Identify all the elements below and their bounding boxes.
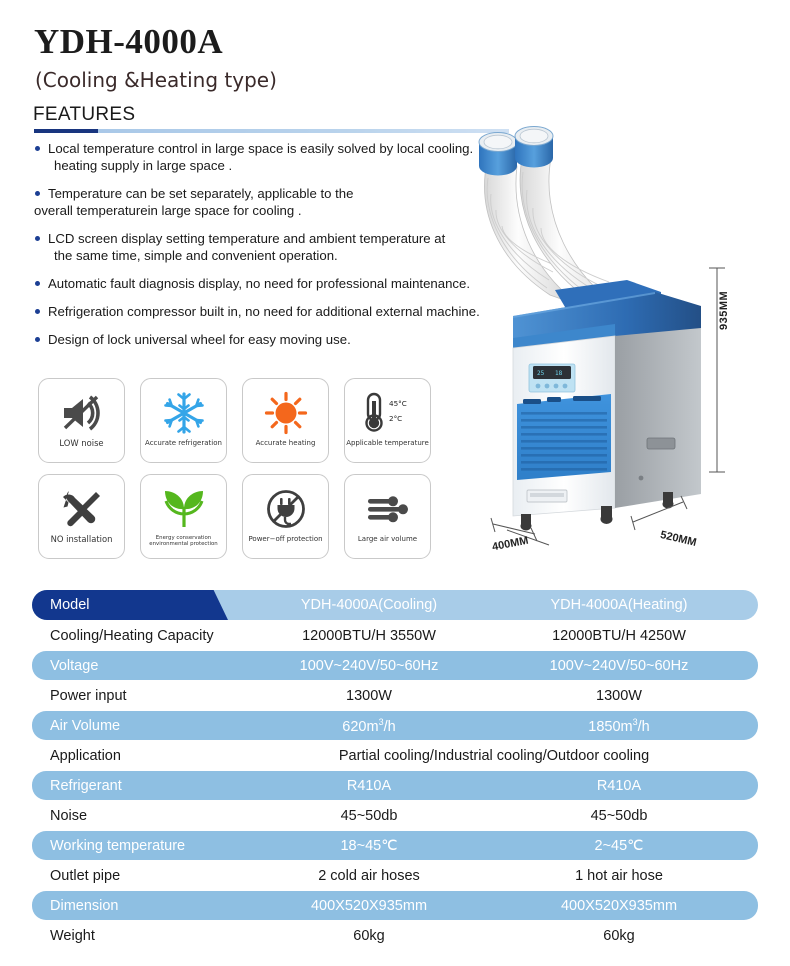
row-value-cooling: 2 cold air hoses: [318, 867, 420, 884]
feature-item: [34, 303, 504, 320]
badge-low-noise: [38, 378, 125, 463]
dimension-depth-label: 520MM: [659, 529, 698, 549]
feature-line-1: LCD screen display setting temperature and ambient temperature at: [48, 231, 446, 246]
features-heading: FEATURES: [33, 104, 136, 125]
wrench-screwdriver-icon: [39, 483, 124, 535]
dimension-width-label: 400MM: [491, 534, 530, 554]
row-value-cooling: 18~45℃: [340, 837, 398, 854]
table-row: [32, 801, 758, 830]
feature-item: [34, 140, 504, 174]
badge-label: LOW noise: [59, 438, 104, 448]
feature-line-2: overall temperaturein large space for cooling .: [34, 203, 302, 218]
row-value-cooling: 12000BTU/H 3550W: [302, 627, 436, 644]
sun-icon: [243, 387, 328, 439]
bullet-icon: [35, 281, 40, 286]
row-value-cooling: 1300W: [346, 687, 392, 704]
badge-energy-conservation: [140, 474, 227, 559]
row-label: Cooling/Heating Capacity: [50, 627, 214, 644]
bullet-icon: [35, 236, 40, 241]
row-value-heating: 60kg: [603, 927, 635, 944]
header-label: Model: [50, 597, 90, 613]
feature-item: [34, 331, 504, 348]
header-col-cooling: YDH-4000A(Cooling): [300, 597, 438, 613]
bullet-icon: [35, 146, 40, 151]
row-label: Power input: [50, 687, 127, 704]
svg-text:18: 18: [555, 370, 563, 377]
specification-table: [32, 590, 758, 951]
badge-row-1: [38, 378, 458, 463]
badge-label: Applicable temperature: [346, 439, 429, 447]
feature-line-1: Refrigeration compressor built in, no need for additional external machine.: [48, 304, 480, 319]
control-panel: [529, 364, 575, 392]
badge-applicable-temperature: [344, 378, 431, 463]
row-label: Application: [50, 747, 121, 764]
row-value-heating: 45~50db: [590, 807, 648, 824]
features-list: [34, 140, 504, 359]
badge-label: Energy conservation: [155, 535, 212, 541]
row-label: Dimension: [50, 897, 119, 914]
row-value-heating: $1850m^3/h$: [588, 716, 650, 735]
row-value-span: Partial cooling/Industrial cooling/Outdoor cooling: [338, 747, 650, 764]
feature-line-1: Local temperature control in large space is easily solved by local cooling.: [48, 141, 474, 156]
badge-accurate-refrigeration: [140, 378, 227, 463]
front-grille: [517, 394, 611, 480]
badge-label: Large air volume: [357, 535, 418, 543]
row-label: Weight: [50, 927, 95, 944]
badge-label: Power−off protection: [248, 535, 323, 543]
row-value-cooling: 100V~240V/50~60Hz: [299, 657, 439, 674]
feature-line-2: heating supply in large space .: [54, 158, 233, 173]
table-row: [32, 651, 758, 680]
eco-leaf-icon: [141, 483, 226, 535]
airflow-icon: [345, 483, 430, 535]
features-underline-dark: [34, 129, 98, 133]
badge-large-air-volume: [344, 474, 431, 559]
product-image: [455, 120, 775, 570]
table-header-row: [32, 590, 758, 620]
table-row: [32, 861, 758, 890]
row-value-heating: 2~45℃: [594, 837, 644, 854]
table-row: [32, 741, 758, 770]
feature-item: [34, 230, 504, 264]
table-row: [32, 831, 758, 860]
feature-line-1: Temperature can be set separately, applicable to the: [48, 186, 354, 201]
row-value-heating: R410A: [596, 777, 642, 794]
table-row: [32, 681, 758, 710]
thermometer-icon: [345, 387, 430, 439]
row-value-heating: 12000BTU/H 4250W: [552, 627, 686, 644]
row-value-cooling: $620m^3/h$: [342, 716, 396, 735]
feature-item: [34, 275, 504, 292]
badge-power-off-protection: [242, 474, 329, 559]
badge-label: NO installation: [50, 534, 113, 544]
row-label: Working temperature: [50, 837, 186, 854]
table-row: [32, 771, 758, 800]
temp-high-label: 45°C: [388, 399, 407, 408]
table-row: [32, 711, 758, 740]
row-value-cooling: R410A: [346, 777, 392, 794]
row-value-cooling: 400X520X935mm: [310, 897, 428, 914]
no-power-plug-icon: [243, 483, 328, 535]
row-value-cooling: 60kg: [353, 927, 385, 944]
row-value-heating: 400X520X935mm: [560, 897, 678, 914]
bullet-icon: [35, 309, 40, 314]
badge-label: Accurate heating: [255, 439, 316, 447]
row-value-heating: 1 hot air hose: [575, 867, 663, 884]
table-row: [32, 891, 758, 920]
temp-low-label: 2°C: [388, 414, 402, 423]
badge-row-2: [38, 474, 458, 559]
page-subtitle: (Cooling &Heating type): [35, 68, 277, 92]
svg-text:25: 25: [537, 370, 545, 377]
feature-line-2: the same time, simple and convenient operation.: [54, 248, 338, 263]
row-value-heating: 100V~240V/50~60Hz: [549, 657, 689, 674]
bullet-icon: [35, 191, 40, 196]
feature-badges: [38, 378, 458, 570]
badge-label: Accurate refrigeration: [145, 439, 222, 447]
row-label: Outlet pipe: [50, 867, 121, 884]
feature-line-1: Automatic fault diagnosis display, no need for professional maintenance.: [48, 276, 471, 291]
row-value-cooling: 45~50db: [340, 807, 398, 824]
row-label: Noise: [50, 807, 88, 824]
badge-label-line2: environmental protection: [149, 541, 218, 548]
table-row: [32, 621, 758, 650]
features-underline-light: [98, 129, 509, 133]
row-label: Voltage: [50, 657, 99, 674]
feature-line-1: Design of lock universal wheel for easy moving use.: [48, 332, 351, 347]
feature-item: [34, 185, 504, 219]
badge-accurate-heating: [242, 378, 329, 463]
snowflake-icon: [141, 387, 226, 439]
bullet-icon: [35, 337, 40, 342]
table-row: [32, 921, 758, 950]
dimension-height-label: 935MM: [718, 290, 730, 330]
row-label: Refrigerant: [50, 777, 122, 794]
page-title: YDH-4000A: [34, 22, 224, 61]
badge-no-installation: [38, 474, 125, 559]
row-label: Air Volume: [50, 717, 121, 734]
header-col-heating: YDH-4000A(Heating): [550, 597, 688, 613]
row-value-heating: 1300W: [596, 687, 642, 704]
mute-speaker-icon: [39, 387, 124, 439]
